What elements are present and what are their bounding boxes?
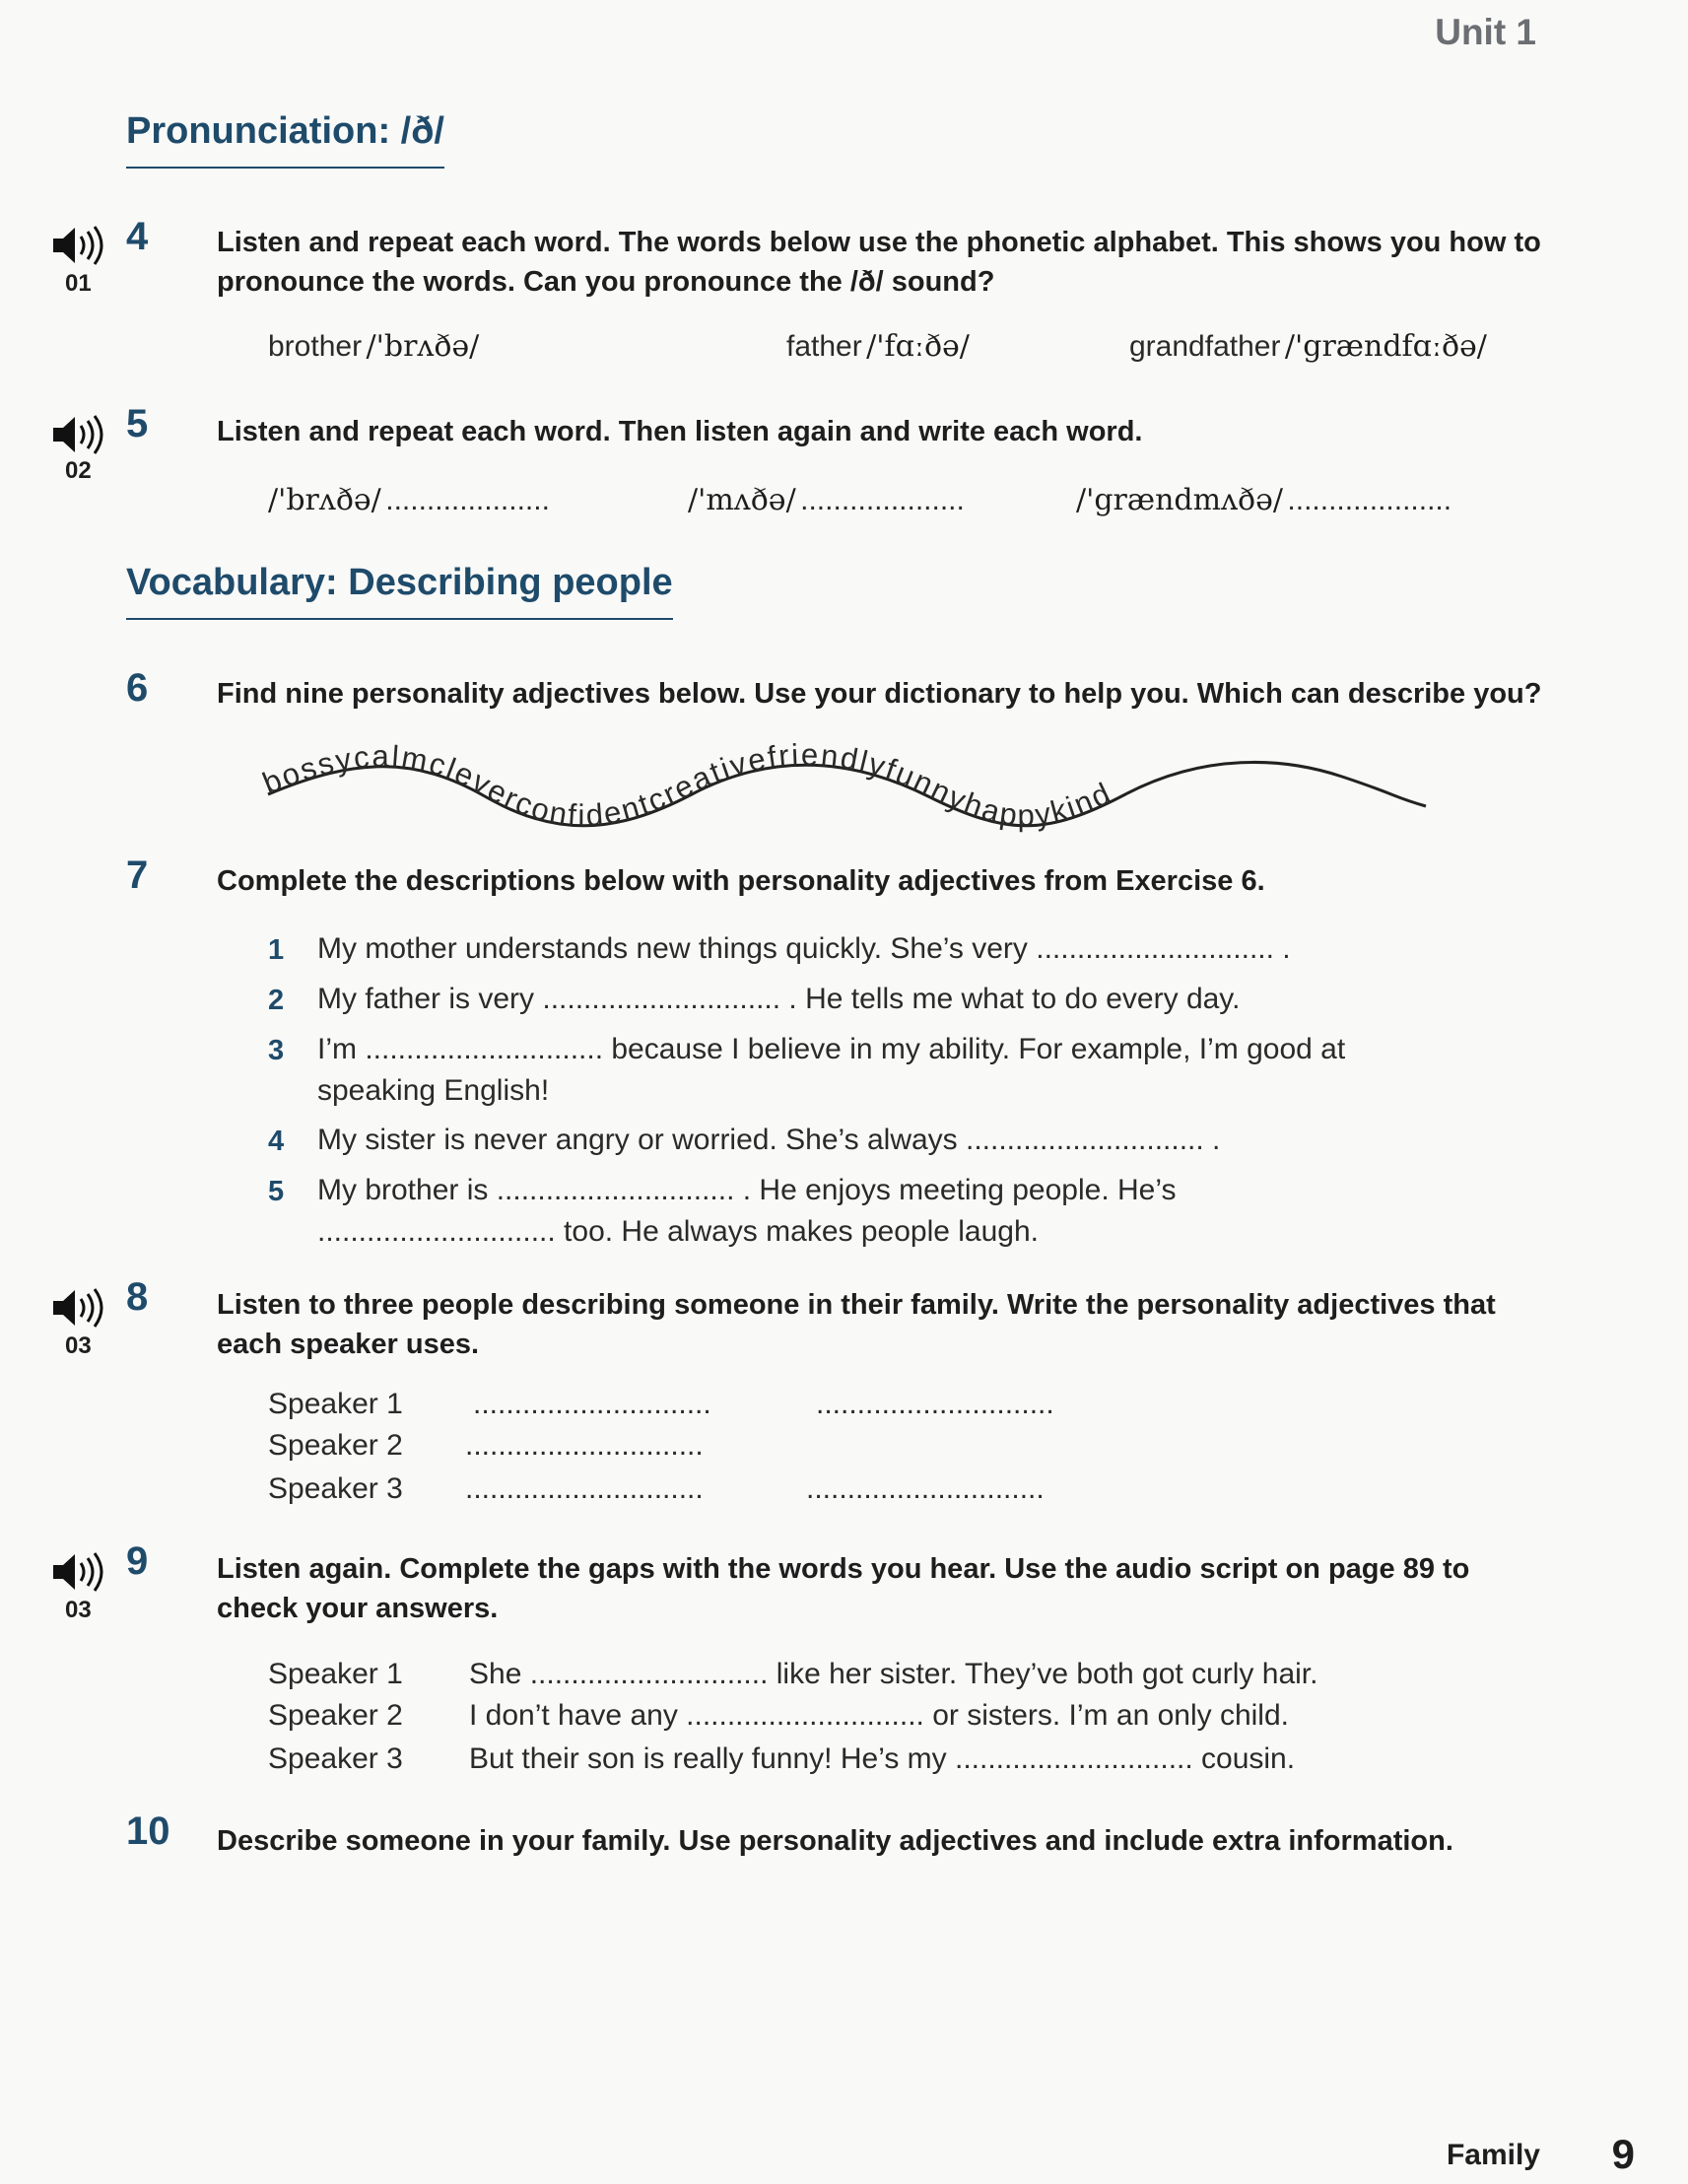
sentence[interactable] [317, 1120, 1500, 1161]
answer-blank[interactable]: ............................. [473, 1388, 711, 1420]
exercise-instruction: Describe someone in your family. Use personality adjectives and include extra information. [217, 1825, 1453, 1857]
word: grandfather [1129, 330, 1281, 363]
gap-sentence[interactable]: But their son is really funny! He’s my ............................. cousin. [469, 1742, 1296, 1775]
write-item[interactable] [268, 483, 550, 517]
phonetic-word [268, 329, 479, 364]
item-number: 1 [268, 934, 285, 966]
exercise-instruction: Listen to three people describing someone in their family. Write the personality adjectives that each speaker uses. [217, 1289, 1496, 1360]
track-number: 03 [65, 1597, 92, 1623]
exercise-number: 7 [126, 853, 149, 897]
answer-blank[interactable]: ............................. [816, 1388, 1054, 1420]
exercise-instruction: Find nine personality adjectives below. Use your dictionary to help you. Which can describe you? [217, 678, 1542, 710]
ipa: /'grændmʌðə/ [1076, 483, 1283, 517]
sentence-line: speaking English! [317, 1074, 550, 1107]
answer-blank[interactable]: ............................. [465, 1429, 704, 1462]
sentence-line: My sister is never angry or worried. She’s always ............................. . [317, 1124, 1221, 1156]
exercise-instruction: Listen and repeat each word. The words below use the phonetic alphabet. This shows you how to pronounce the words. Can you pronounce the /ð/ sound? [217, 227, 1541, 298]
speaker-label: Speaker 1 [268, 1388, 403, 1420]
item-number: 3 [268, 1035, 285, 1066]
answer-blank[interactable]: ............................. [465, 1472, 704, 1505]
phonetic-word [1129, 329, 1487, 364]
answer-blank[interactable]: .................... [800, 484, 965, 516]
write-item[interactable] [1076, 483, 1452, 517]
speaker-label: Speaker 2 [268, 1429, 403, 1462]
speaker-label: Speaker 3 [268, 1472, 403, 1505]
answer-blank[interactable]: .................... [1287, 484, 1452, 516]
answer-blank[interactable]: .................... [385, 484, 550, 516]
sentence[interactable] [317, 1029, 1500, 1112]
sentence[interactable] [317, 979, 1500, 1020]
ipa: /'mʌðə/ [688, 483, 796, 517]
sentence-line: ............................. too. He always makes people laugh. [317, 1215, 1039, 1248]
footer-title: Family [1446, 2139, 1540, 2171]
exercise-number: 5 [126, 402, 149, 445]
track-number: 02 [65, 457, 92, 484]
sentence-line: My brother is ............................. . He enjoys meeting people. He’s [317, 1174, 1177, 1206]
answer-blank[interactable]: ............................. [806, 1472, 1045, 1505]
word-snake [258, 737, 1441, 846]
page-number: 9 [1611, 2131, 1635, 2177]
ipa: /'brʌðə/ [268, 483, 381, 517]
speaker-icon[interactable] [51, 1551, 110, 1593]
sentence[interactable] [317, 928, 1500, 970]
exercise-number: 9 [126, 1539, 149, 1583]
phonetic-word [786, 329, 970, 364]
vocabulary-heading: Vocabulary: Describing people [126, 562, 673, 620]
write-item[interactable] [688, 483, 965, 517]
ipa: /'brʌðə/ [366, 329, 480, 364]
exercise-number: 4 [126, 215, 149, 258]
exercise-instruction: Listen and repeat each word. Then listen again and write each word. [217, 416, 1143, 447]
exercise-instruction: Complete the descriptions below with personality adjectives from Exercise 6. [217, 865, 1265, 897]
track-number: 01 [65, 270, 92, 297]
gap-sentence[interactable]: I don’t have any ............................. or sisters. I’m an only child. [469, 1699, 1289, 1732]
speaker-label: Speaker 3 [268, 1742, 403, 1775]
exercise-number: 6 [126, 666, 149, 710]
sentence[interactable] [317, 1170, 1500, 1253]
track-number: 03 [65, 1332, 92, 1359]
ipa: /'fɑːðə/ [866, 329, 970, 364]
sentence-line: My father is very ............................. . He tells me what to do every day. [317, 983, 1241, 1015]
sentence-line: I’m ............................. because I believe in my ability. For example, I’m good at [317, 1033, 1346, 1065]
item-number: 2 [268, 985, 285, 1016]
speaker-icon[interactable] [51, 414, 110, 455]
item-number: 5 [268, 1176, 285, 1207]
gap-sentence[interactable]: She ............................. like her sister. They’ve both got curly hair. [469, 1658, 1318, 1690]
exercise-number: 8 [126, 1275, 149, 1319]
item-number: 4 [268, 1126, 285, 1157]
exercise-number: 10 [126, 1809, 170, 1853]
wordsnake-letters: bossycalmcleverconfidentcreativefriendlyfunnyhappykind [258, 737, 1117, 833]
exercise-instruction: Listen again. Complete the gaps with the words you hear. Use the audio script on page 89 to check your answers. [217, 1553, 1470, 1624]
wordsnake-text [258, 737, 1117, 833]
pronunciation-heading: Pronunciation: /ð/ [126, 110, 444, 169]
speaker-icon[interactable] [51, 1287, 110, 1329]
speaker-icon[interactable] [51, 225, 110, 266]
ipa: /'grændfɑːðə/ [1284, 329, 1487, 364]
word: father [786, 330, 862, 363]
word: brother [268, 330, 363, 363]
sentence-line: My mother understands new things quickly. She’s very ............................. . [317, 932, 1291, 965]
speaker-label: Speaker 2 [268, 1699, 403, 1732]
speaker-label: Speaker 1 [268, 1658, 403, 1690]
unit-label: Unit 1 [1435, 12, 1536, 52]
